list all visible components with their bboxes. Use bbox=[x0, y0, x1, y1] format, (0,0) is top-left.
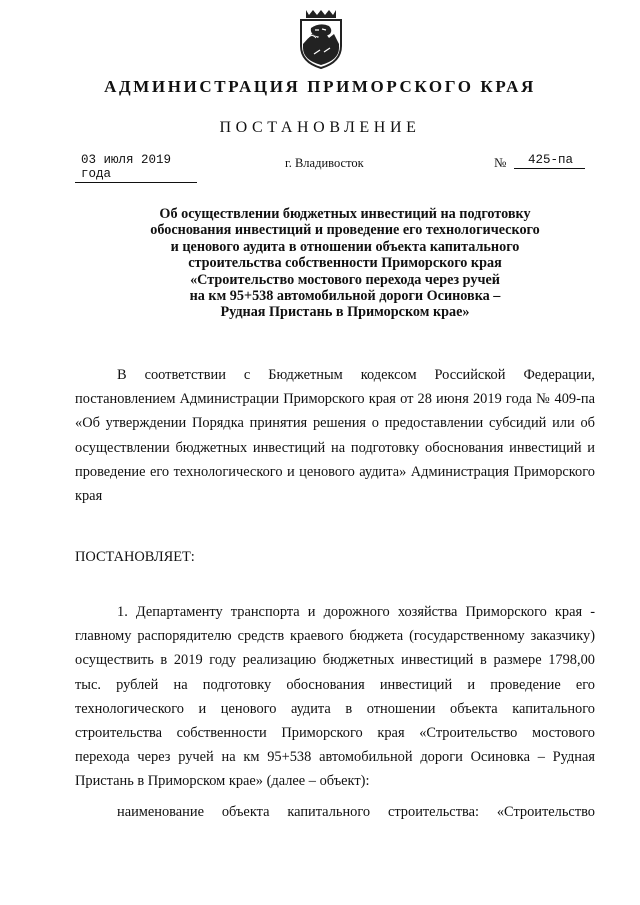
title-line: обоснования инвестиций и проведение его технологического bbox=[150, 222, 540, 239]
title-line: строительства собственности Приморского края bbox=[188, 255, 502, 272]
organization-name: АДМИНИСТРАЦИЯ ПРИМОРСКОГО КРАЯ bbox=[104, 77, 536, 96]
decree-heading: ПОСТАНОВЛЯЕТ: bbox=[75, 549, 195, 565]
coat-of-arms-icon bbox=[296, 8, 346, 70]
title-line: и ценового аудита в отношении объекта капитального bbox=[170, 238, 520, 255]
item-1-paragraph: 1. Департаменту транспорта и дорожного хозяйства Приморского края - главному распорядителю средств краевого бюджета (государственному заказчику) осуществить в 2019 году реализацию бюджетных инвестиций в размере 1798,00 тыс. рублей на подготовку обоснования инвестиций и проведение его технологического и ценового аудита в отношении объекта капитального строительства собственности Приморского края «Строительство мостового перехода через ручей на км 95+538 автомобильной дороги Осиновка – Рудная Пристань в Приморском крае» (далее – объект): bbox=[75, 604, 595, 790]
intro-paragraph: В соответствии с Бюджетным кодексом Российской Федерации, постановлением Администрации Приморского края от 28 июня 2019 года № 409-па «Об утверждении Порядка принятия решения о предоставлении субсидий или об осуществлении бюджетных инвестиций на подготовку обоснования инвестиций и проведение его технологического и ценового аудита» Администрация Приморского края bbox=[75, 367, 595, 505]
document-title bbox=[95, 206, 595, 321]
title-line: Рудная Пристань в Приморском крае» bbox=[220, 304, 470, 321]
document-city: г. Владивосток bbox=[285, 156, 364, 170]
item-1-object-name: наименование объекта капитального строительства: «Строительство bbox=[117, 804, 595, 820]
number-sign: № bbox=[494, 155, 507, 170]
document-type: ПОСТАНОВЛЕНИЕ bbox=[219, 119, 421, 136]
title-line: «Строительство мостового перехода через ручей bbox=[190, 271, 500, 288]
document-number: 425-па bbox=[514, 153, 585, 169]
title-line: на км 95+538 автомобильной дороги Осиновка – bbox=[189, 288, 501, 305]
document-date: 03 июля 2019 года bbox=[75, 153, 197, 183]
title-line: Об осуществлении бюджетных инвестиций на подготовку bbox=[159, 206, 531, 222]
